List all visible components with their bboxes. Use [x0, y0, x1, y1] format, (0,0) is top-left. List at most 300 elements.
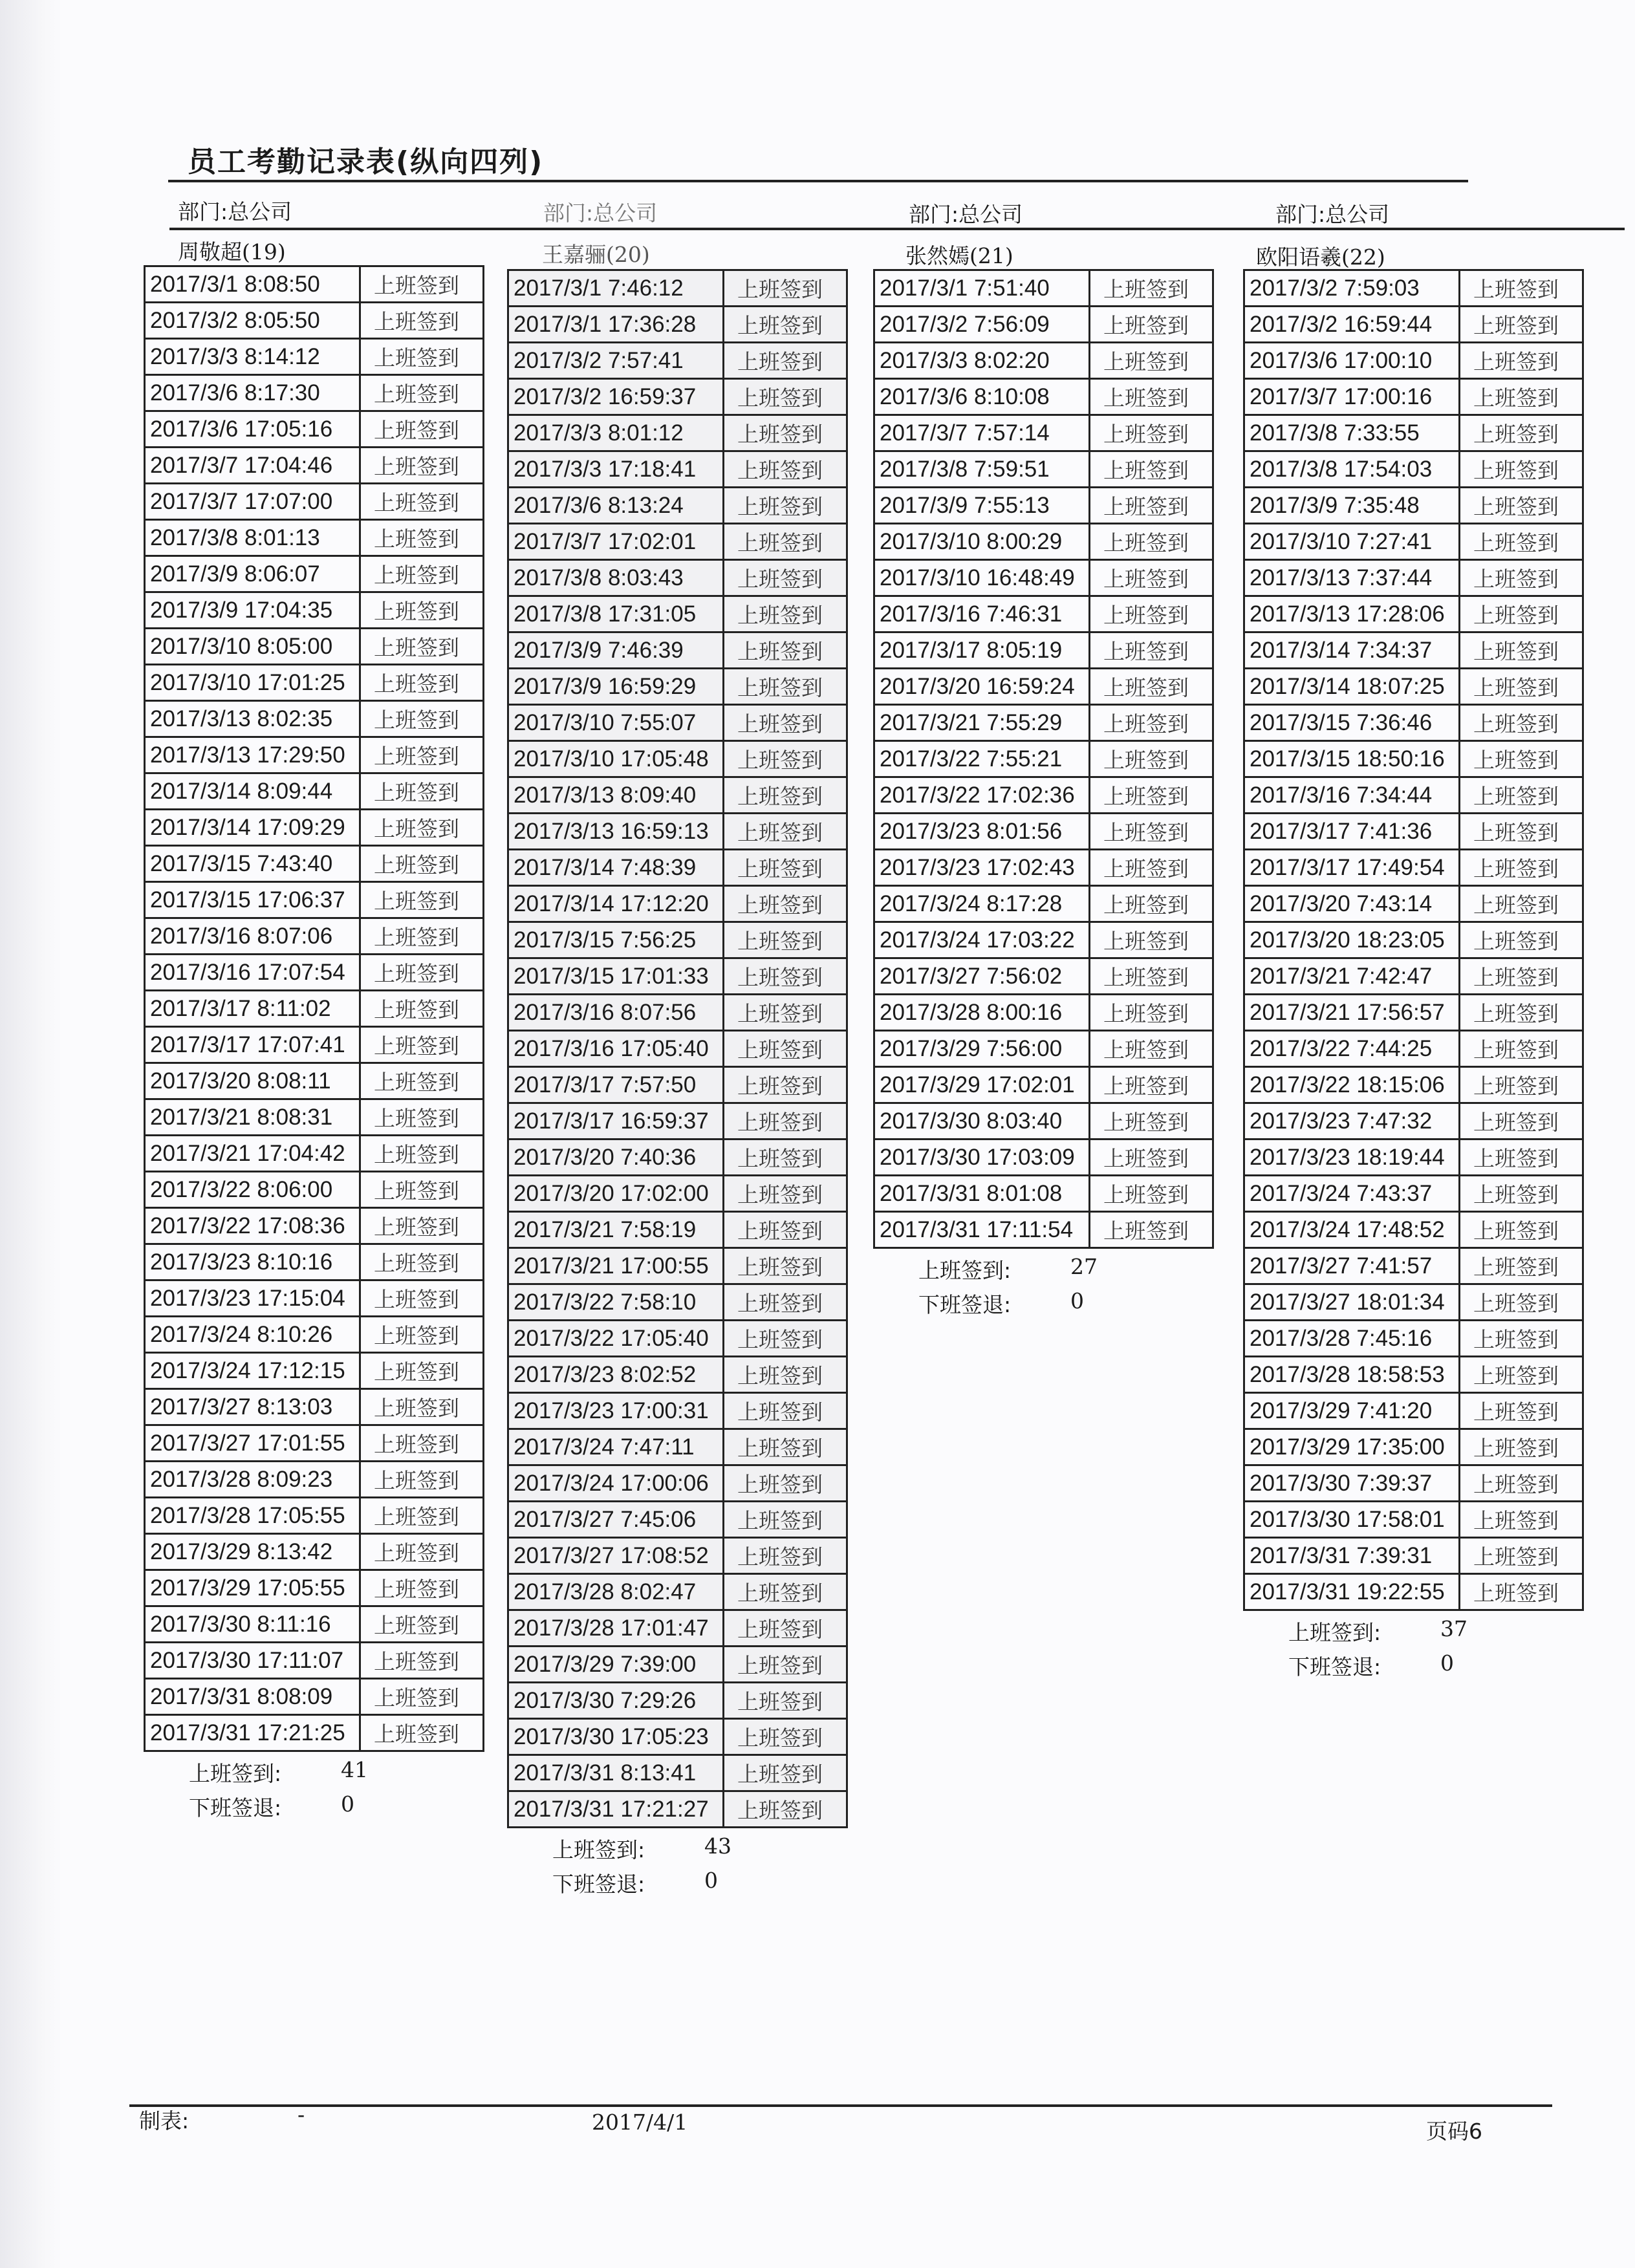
- table-row: [508, 1755, 847, 1791]
- record-time: 2017/3/15 17:01:33: [508, 958, 724, 995]
- record-time: 2017/3/29 17:02:01: [874, 1067, 1090, 1103]
- record-time: 2017/3/9 7:55:13: [874, 488, 1090, 524]
- record-time: 2017/3/10 7:27:41: [1244, 524, 1460, 560]
- dept-underline: [169, 228, 1625, 230]
- record-time: 2017/3/21 17:00:55: [508, 1248, 724, 1284]
- table-row: [874, 1176, 1213, 1212]
- table-row: [508, 1538, 847, 1574]
- table-row: [508, 1284, 847, 1321]
- record-status: 上班签到: [360, 266, 484, 303]
- employee-name-1: 周敬超(19): [178, 239, 286, 265]
- table-row: [874, 705, 1213, 741]
- record-status: 上班签到: [724, 958, 847, 995]
- table-row: [874, 524, 1213, 560]
- table-row: [1244, 1429, 1583, 1465]
- record-status: 上班签到: [360, 484, 484, 520]
- record-status: 上班签到: [1090, 415, 1213, 451]
- record-time: 2017/3/22 7:44:25: [1244, 1031, 1460, 1067]
- record-status: 上班签到: [724, 777, 847, 814]
- record-status: 上班签到: [724, 524, 847, 560]
- record-status: 上班签到: [1460, 343, 1583, 379]
- record-time: 2017/3/22 8:06:00: [145, 1172, 360, 1208]
- clock-in-count: [1243, 1616, 1584, 1650]
- record-time: 2017/3/3 17:18:41: [508, 451, 724, 488]
- table-row: [508, 451, 847, 488]
- table-row: [508, 669, 847, 705]
- record-status: 上班签到: [724, 1176, 847, 1212]
- record-time: 2017/3/28 7:45:16: [1244, 1321, 1460, 1357]
- record-status: 上班签到: [724, 632, 847, 669]
- table-row: [1244, 560, 1583, 596]
- table-row: [145, 1462, 484, 1498]
- table-row: [508, 379, 847, 415]
- table-row: [508, 886, 847, 922]
- record-time: 2017/3/17 17:49:54: [1244, 850, 1460, 886]
- record-status: 上班签到: [1460, 415, 1583, 451]
- table-row: [1244, 1139, 1583, 1176]
- record-status: 上班签到: [360, 1208, 484, 1244]
- table-row: [508, 922, 847, 958]
- attendance-table: [144, 265, 484, 1752]
- table-row: [1244, 1103, 1583, 1139]
- record-time: 2017/3/16 8:07:06: [145, 918, 360, 955]
- record-time: 2017/3/23 8:02:52: [508, 1357, 724, 1393]
- record-status: 上班签到: [360, 1353, 484, 1389]
- record-status: 上班签到: [724, 669, 847, 705]
- table-row: [145, 665, 484, 701]
- record-time: 2017/3/22 17:02:36: [874, 777, 1090, 814]
- table-row: [508, 705, 847, 741]
- record-status: 上班签到: [1460, 814, 1583, 850]
- record-status: 上班签到: [1090, 632, 1213, 669]
- record-time: 2017/3/27 7:45:06: [508, 1502, 724, 1538]
- record-status: 上班签到: [724, 1357, 847, 1393]
- record-status: 上班签到: [1460, 1321, 1583, 1357]
- scan-paper-edge: [0, 0, 61, 2268]
- record-time: 2017/3/22 18:15:06: [1244, 1067, 1460, 1103]
- record-status: 上班签到: [360, 1099, 484, 1136]
- table-row: [145, 339, 484, 375]
- table-row: [1244, 1176, 1583, 1212]
- record-status: 上班签到: [1090, 922, 1213, 958]
- record-time: 2017/3/29 17:35:00: [1244, 1429, 1460, 1465]
- table-row: [1244, 1538, 1583, 1574]
- record-time: 2017/3/22 7:55:21: [874, 741, 1090, 777]
- record-time: 2017/3/1 17:36:28: [508, 307, 724, 343]
- record-time: 2017/3/2 7:57:41: [508, 343, 724, 379]
- record-status: 上班签到: [360, 592, 484, 629]
- record-time: 2017/3/9 7:35:48: [1244, 488, 1460, 524]
- summary-value: 41: [341, 1757, 368, 1782]
- record-time: 2017/3/28 17:05:55: [145, 1498, 360, 1534]
- record-time: 2017/3/14 18:07:25: [1244, 669, 1460, 705]
- record-time: 2017/3/6 8:13:24: [508, 488, 724, 524]
- record-time: 2017/3/8 8:01:13: [145, 520, 360, 556]
- record-time: 2017/3/7 17:07:00: [145, 484, 360, 520]
- record-status: 上班签到: [360, 520, 484, 556]
- record-time: 2017/3/30 8:11:16: [145, 1606, 360, 1643]
- attendance-column-1: [144, 265, 484, 1826]
- record-status: 上班签到: [724, 343, 847, 379]
- summary-value: 0: [341, 1791, 354, 1817]
- record-time: 2017/3/28 8:00:16: [874, 995, 1090, 1031]
- summary-value: 0: [1070, 1288, 1084, 1313]
- record-time: 2017/3/27 8:13:03: [145, 1389, 360, 1425]
- table-row: [145, 1244, 484, 1280]
- table-row: [874, 850, 1213, 886]
- record-status: 上班签到: [360, 411, 484, 448]
- record-time: 2017/3/30 7:39:37: [1244, 1465, 1460, 1502]
- record-time: 2017/3/9 17:04:35: [145, 592, 360, 629]
- record-status: 上班签到: [724, 886, 847, 922]
- summary-label: 上班签到:: [189, 1761, 282, 1786]
- table-row: [508, 1429, 847, 1465]
- record-time: 2017/3/17 17:07:41: [145, 1027, 360, 1063]
- record-time: 2017/3/31 7:39:31: [1244, 1538, 1460, 1574]
- table-row: [508, 632, 847, 669]
- record-status: 上班签到: [724, 1610, 847, 1647]
- record-time: 2017/3/24 17:03:22: [874, 922, 1090, 958]
- record-time: 2017/3/6 8:17:30: [145, 375, 360, 411]
- record-time: 2017/3/30 17:05:23: [508, 1719, 724, 1755]
- table-row: [874, 451, 1213, 488]
- record-time: 2017/3/20 17:02:00: [508, 1176, 724, 1212]
- summary-label: 下班签退:: [918, 1292, 1012, 1317]
- record-time: 2017/3/27 17:08:52: [508, 1538, 724, 1574]
- table-row: [145, 1172, 484, 1208]
- table-row: [145, 1534, 484, 1570]
- table-row: [1244, 488, 1583, 524]
- record-time: 2017/3/24 8:17:28: [874, 886, 1090, 922]
- record-time: 2017/3/20 7:40:36: [508, 1139, 724, 1176]
- table-row: [145, 1715, 484, 1751]
- table-row: [1244, 741, 1583, 777]
- record-time: 2017/3/1 7:46:12: [508, 270, 724, 307]
- table-row: [145, 810, 484, 846]
- record-status: 上班签到: [724, 1502, 847, 1538]
- record-time: 2017/3/29 17:05:55: [145, 1570, 360, 1606]
- record-time: 2017/3/23 17:00:31: [508, 1393, 724, 1429]
- record-status: 上班签到: [1460, 705, 1583, 741]
- record-status: 上班签到: [360, 1027, 484, 1063]
- table-row: [145, 303, 484, 339]
- record-status: 上班签到: [1460, 886, 1583, 922]
- table-row: [874, 741, 1213, 777]
- table-row: [1244, 270, 1583, 307]
- record-status: 上班签到: [360, 773, 484, 810]
- record-status: 上班签到: [1090, 1031, 1213, 1067]
- record-status: 上班签到: [1460, 1465, 1583, 1502]
- table-row: [508, 1139, 847, 1176]
- record-status: 上班签到: [1460, 669, 1583, 705]
- table-row: [508, 850, 847, 886]
- record-time: 2017/3/13 17:29:50: [145, 737, 360, 773]
- record-status: 上班签到: [360, 665, 484, 701]
- footer-rule: [129, 2104, 1552, 2107]
- record-time: 2017/3/23 8:01:56: [874, 814, 1090, 850]
- table-row: [145, 955, 484, 991]
- record-time: 2017/3/28 18:58:53: [1244, 1357, 1460, 1393]
- record-status: 上班签到: [724, 1755, 847, 1791]
- table-row: [874, 814, 1213, 850]
- attendance-table: [873, 269, 1214, 1249]
- maker-label: 制表:: [139, 2108, 189, 2133]
- summary-value: 37: [1440, 1616, 1467, 1641]
- record-time: 2017/3/31 8:08:09: [145, 1679, 360, 1715]
- table-row: [145, 1353, 484, 1389]
- record-status: 上班签到: [360, 1643, 484, 1679]
- table-row: [145, 448, 484, 484]
- record-status: 上班签到: [360, 1172, 484, 1208]
- table-row: [874, 1212, 1213, 1248]
- record-status: 上班签到: [724, 1647, 847, 1683]
- record-time: 2017/3/28 8:02:47: [508, 1574, 724, 1610]
- record-time: 2017/3/10 7:55:07: [508, 705, 724, 741]
- table-row: [874, 379, 1213, 415]
- table-row: [145, 1136, 484, 1172]
- record-time: 2017/3/24 8:10:26: [145, 1317, 360, 1353]
- page-number: 页码6: [1426, 2119, 1482, 2144]
- table-row: [145, 918, 484, 955]
- record-status: 上班签到: [724, 1538, 847, 1574]
- table-row: [508, 343, 847, 379]
- record-time: 2017/3/13 17:28:06: [1244, 596, 1460, 632]
- summary-value: 43: [704, 1833, 731, 1859]
- record-time: 2017/3/3 8:01:12: [508, 415, 724, 451]
- record-time: 2017/3/27 18:01:34: [1244, 1284, 1460, 1321]
- employee-name-3: 张然嫣(21): [905, 243, 1013, 268]
- record-status: 上班签到: [1460, 379, 1583, 415]
- record-status: 上班签到: [1460, 922, 1583, 958]
- employee-name-4: 欧阳语羲(22): [1256, 244, 1385, 270]
- table-row: [508, 1791, 847, 1828]
- record-time: 2017/3/10 8:05:00: [145, 629, 360, 665]
- record-status: 上班签到: [1460, 995, 1583, 1031]
- record-status: 上班签到: [1090, 958, 1213, 995]
- report-title: 员工考勤记录表(纵向四列): [188, 146, 544, 178]
- record-status: 上班签到: [1460, 1502, 1583, 1538]
- record-time: 2017/3/23 18:19:44: [1244, 1139, 1460, 1176]
- record-time: 2017/3/16 8:07:56: [508, 995, 724, 1031]
- record-time: 2017/3/1 8:08:50: [145, 266, 360, 303]
- record-time: 2017/3/28 8:09:23: [145, 1462, 360, 1498]
- record-status: 上班签到: [1460, 596, 1583, 632]
- table-row: [508, 560, 847, 596]
- table-row: [1244, 1357, 1583, 1393]
- record-status: 上班签到: [360, 1498, 484, 1534]
- record-status: 上班签到: [724, 922, 847, 958]
- record-status: 上班签到: [1090, 1176, 1213, 1212]
- record-time: 2017/3/21 17:56:57: [1244, 995, 1460, 1031]
- record-time: 2017/3/14 7:48:39: [508, 850, 724, 886]
- record-status: 上班签到: [1090, 741, 1213, 777]
- record-status: 上班签到: [724, 1791, 847, 1828]
- table-row: [874, 596, 1213, 632]
- record-time: 2017/3/2 8:05:50: [145, 303, 360, 339]
- record-status: 上班签到: [1460, 1574, 1583, 1610]
- table-row: [874, 958, 1213, 995]
- record-time: 2017/3/15 17:06:37: [145, 882, 360, 918]
- table-row: [874, 1067, 1213, 1103]
- record-status: 上班签到: [724, 814, 847, 850]
- record-status: 上班签到: [724, 451, 847, 488]
- table-row: [145, 266, 484, 303]
- record-time: 2017/3/15 7:36:46: [1244, 705, 1460, 741]
- record-time: 2017/3/30 17:11:07: [145, 1643, 360, 1679]
- record-time: 2017/3/17 8:05:19: [874, 632, 1090, 669]
- table-row: [1244, 1284, 1583, 1321]
- record-time: 2017/3/2 7:56:09: [874, 307, 1090, 343]
- table-row: [508, 1067, 847, 1103]
- record-time: 2017/3/24 17:00:06: [508, 1465, 724, 1502]
- table-row: [1244, 1067, 1583, 1103]
- table-row: [1244, 922, 1583, 958]
- record-status: 上班签到: [724, 596, 847, 632]
- table-row: [145, 1389, 484, 1425]
- record-status: 上班签到: [1460, 270, 1583, 307]
- table-row: [508, 1248, 847, 1284]
- dept-label-3: 部门:总公司: [909, 202, 1023, 227]
- record-time: 2017/3/3 8:02:20: [874, 343, 1090, 379]
- table-row: [874, 343, 1213, 379]
- record-time: 2017/3/28 17:01:47: [508, 1610, 724, 1647]
- table-row: [508, 814, 847, 850]
- record-status: 上班签到: [360, 1462, 484, 1498]
- summary-value: 27: [1070, 1254, 1098, 1279]
- table-row: [145, 701, 484, 737]
- record-time: 2017/3/8 7:33:55: [1244, 415, 1460, 451]
- table-row: [1244, 1212, 1583, 1248]
- record-status: 上班签到: [724, 1574, 847, 1610]
- clock-out-count: [144, 1791, 484, 1826]
- record-time: 2017/3/6 17:05:16: [145, 411, 360, 448]
- attendance-summary: [873, 1254, 1214, 1323]
- record-time: 2017/3/17 8:11:02: [145, 991, 360, 1027]
- record-status: 上班签到: [724, 1393, 847, 1429]
- table-row: [145, 520, 484, 556]
- record-status: 上班签到: [360, 1244, 484, 1280]
- record-status: 上班签到: [1090, 850, 1213, 886]
- table-row: [145, 1063, 484, 1099]
- record-status: 上班签到: [1090, 524, 1213, 560]
- record-time: 2017/3/22 7:58:10: [508, 1284, 724, 1321]
- record-status: 上班签到: [1090, 777, 1213, 814]
- record-time: 2017/3/22 17:08:36: [145, 1208, 360, 1244]
- record-status: 上班签到: [360, 1606, 484, 1643]
- record-status: 上班签到: [1090, 814, 1213, 850]
- record-status: 上班签到: [360, 303, 484, 339]
- record-status: 上班签到: [1090, 307, 1213, 343]
- table-row: [1244, 850, 1583, 886]
- record-status: 上班签到: [360, 339, 484, 375]
- record-time: 2017/3/9 7:46:39: [508, 632, 724, 669]
- attendance-table: [507, 269, 848, 1828]
- record-time: 2017/3/16 17:07:54: [145, 955, 360, 991]
- record-status: 上班签到: [1090, 379, 1213, 415]
- table-row: [508, 1103, 847, 1139]
- table-row: [508, 524, 847, 560]
- table-row: [1244, 307, 1583, 343]
- table-row: [1244, 451, 1583, 488]
- dept-label-2: 部门:总公司: [543, 200, 658, 226]
- record-status: 上班签到: [1460, 1248, 1583, 1284]
- table-row: [508, 1176, 847, 1212]
- summary-label: 上班签到:: [1288, 1620, 1381, 1645]
- record-status: 上班签到: [360, 1136, 484, 1172]
- record-time: 2017/3/15 7:43:40: [145, 846, 360, 882]
- record-status: 上班签到: [724, 1139, 847, 1176]
- record-time: 2017/3/20 16:59:24: [874, 669, 1090, 705]
- record-time: 2017/3/8 17:31:05: [508, 596, 724, 632]
- record-time: 2017/3/2 16:59:37: [508, 379, 724, 415]
- record-time: 2017/3/27 17:01:55: [145, 1425, 360, 1462]
- record-time: 2017/3/2 16:59:44: [1244, 307, 1460, 343]
- clock-out-count: [873, 1288, 1214, 1323]
- table-row: [1244, 1031, 1583, 1067]
- record-status: 上班签到: [724, 1031, 847, 1067]
- record-time: 2017/3/13 7:37:44: [1244, 560, 1460, 596]
- table-row: [1244, 669, 1583, 705]
- record-status: 上班签到: [724, 1429, 847, 1465]
- table-row: [874, 1031, 1213, 1067]
- record-status: 上班签到: [724, 1284, 847, 1321]
- attendance-summary: [1243, 1616, 1584, 1685]
- record-time: 2017/3/10 17:01:25: [145, 665, 360, 701]
- record-status: 上班签到: [1090, 1212, 1213, 1248]
- table-row: [874, 1103, 1213, 1139]
- record-status: 上班签到: [724, 270, 847, 307]
- table-row: [508, 488, 847, 524]
- attendance-column-3: [873, 269, 1214, 1323]
- record-time: 2017/3/2 7:59:03: [1244, 270, 1460, 307]
- table-row: [508, 1393, 847, 1429]
- table-row: [145, 991, 484, 1027]
- dept-label-1: 部门:总公司: [178, 199, 292, 224]
- table-row: [1244, 777, 1583, 814]
- employee-name-2: 王嘉骊(20): [542, 242, 650, 267]
- record-time: 2017/3/16 17:05:40: [508, 1031, 724, 1067]
- summary-label: 下班签退:: [552, 1872, 645, 1897]
- record-status: 上班签到: [360, 1425, 484, 1462]
- record-time: 2017/3/10 16:48:49: [874, 560, 1090, 596]
- record-status: 上班签到: [1090, 488, 1213, 524]
- record-status: 上班签到: [1460, 1031, 1583, 1067]
- record-status: 上班签到: [1460, 1103, 1583, 1139]
- record-status: 上班签到: [1460, 1212, 1583, 1248]
- record-time: 2017/3/21 8:08:31: [145, 1099, 360, 1136]
- summary-value: 0: [704, 1868, 718, 1893]
- record-time: 2017/3/30 7:29:26: [508, 1683, 724, 1719]
- record-status: 上班签到: [360, 1679, 484, 1715]
- summary-label: 下班签退:: [189, 1795, 282, 1820]
- table-row: [508, 1683, 847, 1719]
- table-row: [874, 669, 1213, 705]
- table-row: [145, 556, 484, 592]
- table-row: [874, 777, 1213, 814]
- table-row: [1244, 343, 1583, 379]
- record-status: 上班签到: [360, 882, 484, 918]
- record-status: 上班签到: [724, 1683, 847, 1719]
- table-row: [874, 995, 1213, 1031]
- record-status: 上班签到: [360, 629, 484, 665]
- record-status: 上班签到: [724, 415, 847, 451]
- clock-out-count: [507, 1868, 848, 1902]
- attendance-summary: [507, 1833, 848, 1902]
- record-time: 2017/3/8 7:59:51: [874, 451, 1090, 488]
- table-row: [508, 1465, 847, 1502]
- record-status: 上班签到: [360, 1534, 484, 1570]
- record-time: 2017/3/7 17:02:01: [508, 524, 724, 560]
